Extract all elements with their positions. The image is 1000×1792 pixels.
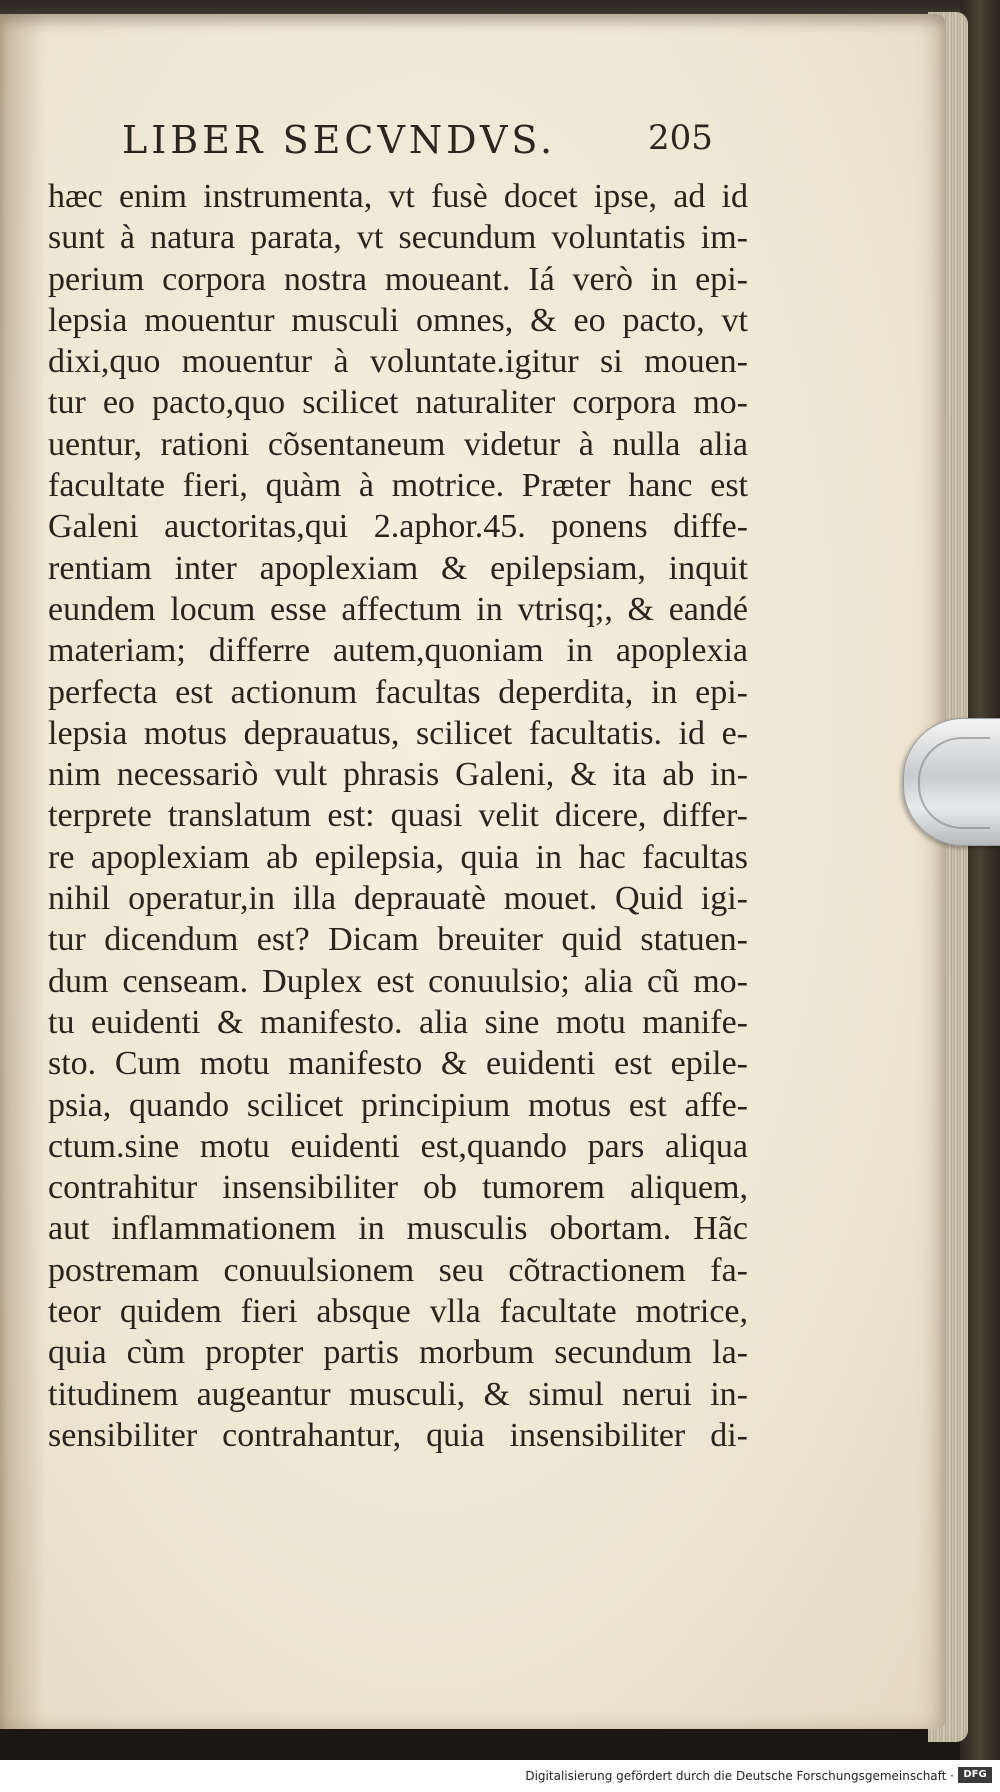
text-line: titudinem augeantur musculi, & simul nerui in- — [48, 1375, 748, 1413]
text-line: postremam conuulsionem seu cõtractionem fa- — [48, 1251, 748, 1289]
text-line: aut inflammationem in musculis obortam. Hãc — [48, 1210, 748, 1248]
text-line: sunt à natura parata, vt secundum voluntatis im- — [48, 219, 748, 257]
text-line: nim necessariò vult phrasis Galeni, & ita ab in- — [48, 756, 748, 794]
text-line: nihil operatur,in illa deprauatè mouet. Quid igi- — [48, 880, 748, 918]
text-line: tu euidenti & manifesto. alia sine motu manife- — [48, 1003, 748, 1041]
text-line: materiam; differre autem,quoniam in apoplexia — [48, 632, 748, 670]
text-line: perium corpora nostra moueant. Iá verò in epi- — [48, 260, 748, 298]
text-line: tur eo pacto,quo scilicet naturaliter corpora mo- — [48, 384, 748, 422]
text-line: quia cùm propter partis morbum secundum la- — [48, 1334, 748, 1372]
text-line: sensibiliter contrahantur, quia insensibiliter di- — [48, 1416, 748, 1454]
digitization-footer — [0, 1760, 1000, 1792]
text-line: contrahitur insensibiliter ob tumorem aliquem, — [48, 1169, 748, 1207]
text-line: facultate fieri, quàm à motrice. Præter hanc est — [48, 467, 748, 505]
body-text — [48, 176, 748, 1456]
funding-credit: Digitalisierung gefördert durch die Deutsche Forschungsgemeinschaft · — [525, 1769, 954, 1783]
text-line: tur dicendum est? Dicam breuiter quid statuen- — [48, 921, 748, 959]
text-line: re apoplexiam ab epilepsia, quia in hac facultas — [48, 838, 748, 876]
text-line: ctum.sine motu euidenti est,quando pars aliqua — [48, 1127, 748, 1165]
text-line: terprete translatum est: quasi velit dicere, differ- — [48, 797, 748, 835]
text-line: hæc enim instrumenta, vt fusè docet ipse, ad id — [48, 178, 748, 215]
text-line: rentiam inter apoplexiam & epilepsiam, inquit — [48, 549, 748, 587]
text-line: Galeni auctoritas,qui 2.aphor.45. ponens diffe- — [48, 508, 748, 546]
page-number: 205 — [648, 118, 713, 158]
dfg-logo-icon: DFG — [958, 1767, 992, 1783]
text-line: psia, quando scilicet principium motus est affe- — [48, 1086, 748, 1124]
text-line: lepsia motus deprauatus, scilicet facultatis. id e- — [48, 714, 748, 752]
text-line: perfecta est actionum facultas deperdita, in epi- — [48, 673, 748, 711]
text-line: dixi,quo mouentur à voluntate.igitur si mouen- — [48, 343, 748, 381]
text-line: sto. Cum motu manifesto & euidenti est epile- — [48, 1045, 748, 1083]
text-line: teor quidem fieri absque vlla facultate motrice, — [48, 1293, 748, 1331]
text-line: lepsia mouentur musculi omnes, & eo pacto, vt — [48, 301, 748, 339]
running-head: LIBER SECVNDVS. — [122, 118, 557, 162]
text-line: eundem locum esse affectum in vtrisq;, & eandé — [48, 590, 748, 628]
text-line: dum censeam. Duplex est conuulsio; alia cũ mo- — [48, 962, 748, 1000]
text-line: uentur, rationi cõsentaneum videtur à nulla alia — [48, 425, 748, 463]
